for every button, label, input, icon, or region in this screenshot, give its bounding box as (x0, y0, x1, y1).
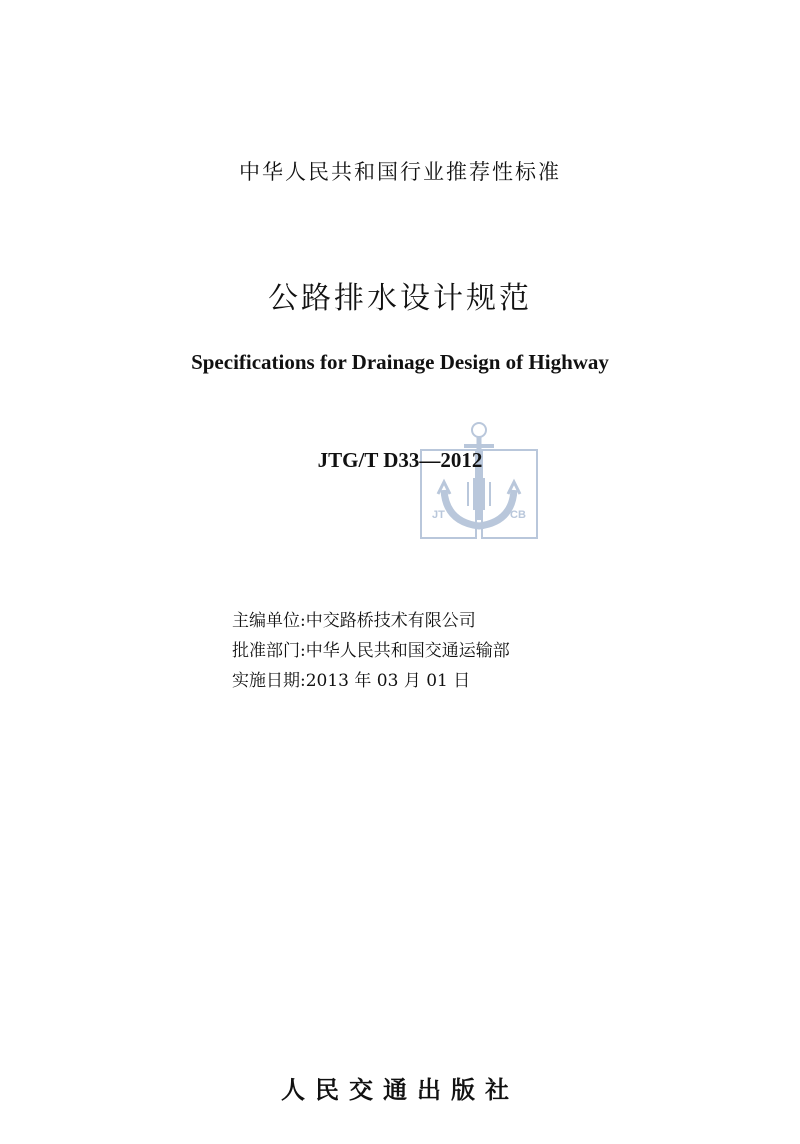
page-title-english: Specifications for Drainage Design of Highway (191, 350, 609, 374)
editor-row (232, 606, 510, 636)
effective-date-separator: : (300, 671, 306, 691)
effective-date-value: 2013 年 03 月 01 日 (305, 671, 471, 691)
effective-date-label: 实施日期 (232, 671, 300, 691)
editor-separator: : (300, 611, 306, 631)
watermark-left-text: JT (432, 509, 445, 521)
anchor-watermark-icon (418, 420, 540, 542)
approver-row (232, 636, 510, 666)
publication-info (232, 606, 510, 696)
watermark-right-text: CB (510, 509, 526, 521)
standard-category: 中华人民共和国行业推荐性标准 (239, 160, 561, 184)
effective-date-row (232, 666, 510, 696)
editor-label: 主编单位 (232, 611, 300, 631)
editor-value: 中交路桥技术有限公司 (305, 611, 476, 631)
publisher-name: 人民交通出版社 (281, 1075, 519, 1104)
approver-label: 批准部门 (232, 641, 300, 661)
standard-code: JTG/T D33—2012 (317, 448, 483, 472)
approver-value: 中华人民共和国交通运输部 (305, 641, 510, 661)
page-title-chinese: 公路排水设计规范 (268, 281, 532, 316)
approver-separator: : (300, 641, 306, 661)
